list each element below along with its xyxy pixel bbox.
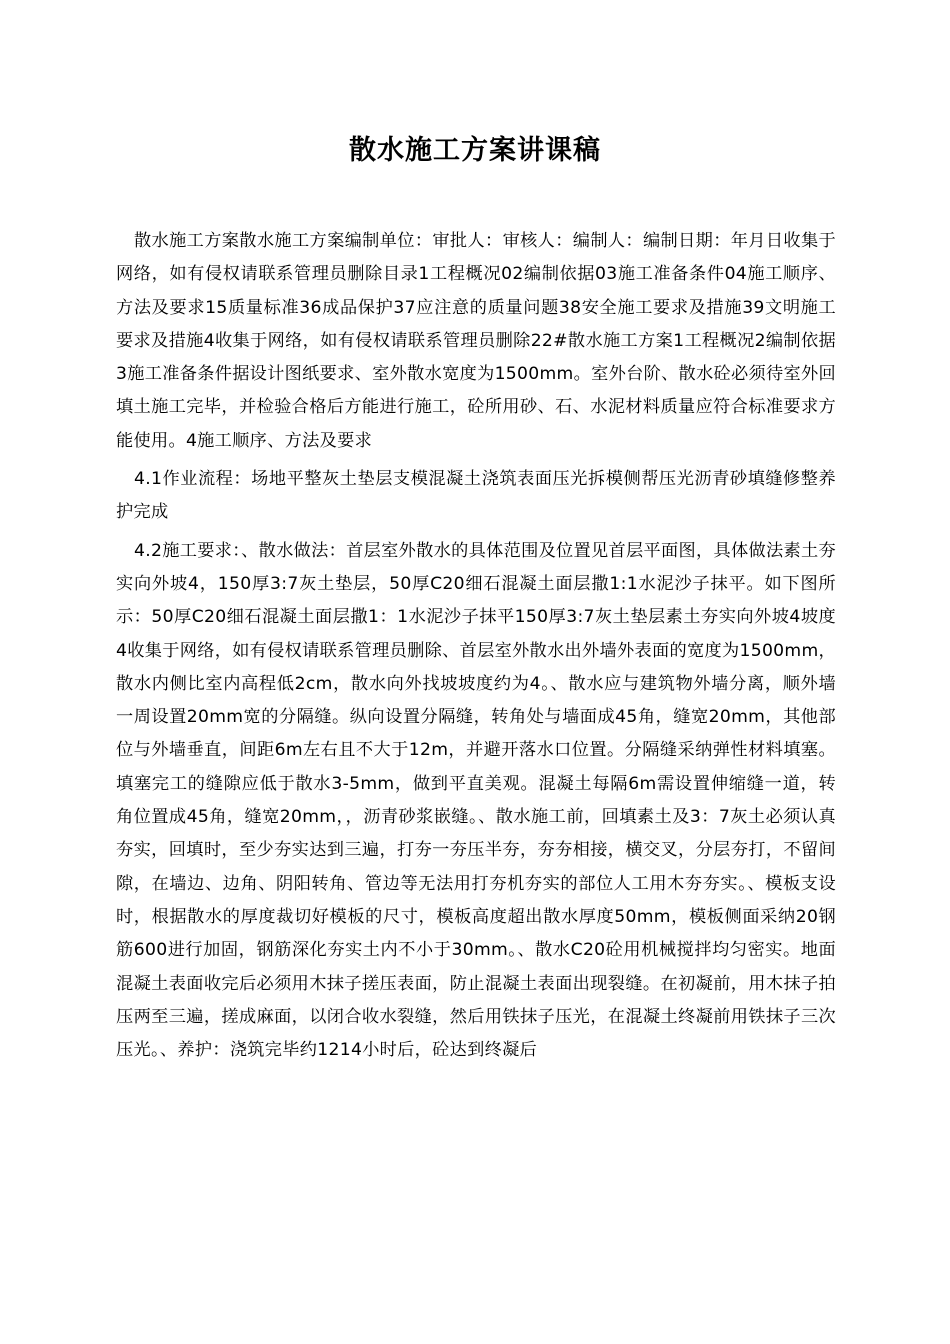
paragraph-requirements: 4.2施工要求：、散水做法：首层室外散水的具体范围及位置见首层平面图，具体做法素土夯实向外坡4，150厚3:7灰土垫层，50厚C20细石混凝土面层撒1:1水泥沙子抹平。如下图所示：50厚C20细石混凝土面层撒1：1水泥沙子抹平150厚3:7灰土垫层素土夯实向外坡4坡度4收集于网络，如有侵权请联系管理员删除、首层室外散水出外墙外表面的宽度为1500mm，散水内侧比室内高程低2cm，散水向外找坡坡度约为4。、散水应与建筑物外墙分离，顺外墙一周设置20mm宽的分隔缝。纵向设置分隔缝，转角处与墙面成45角，缝宽20mm，其他部位与外墙垂直，间距6m左右且不大于12m，并避开落水口位置。分隔缝采纳弹性材料填塞。填塞完工的缝隙应低于散水3-5mm，做到平直美观。混凝土每隔6m需设置伸缩缝一道，转角位置成45角，缝宽20mm，，沥青砂浆嵌缝。、散水施工前，回填素土及3：7灰土必须认真夯实，回填时，至少夯实达到三遍，打夯一夯压半夯，夯夯相接，横交叉，分层夯打，不留间隙，在墙边、边角、阴阳转角、管边等无法用打夯机夯实的部位人工用木夯夯实。、模板支设时，根据散水的厚度裁切好模板的尺寸，模板高度超出散水厚度50mm，模板侧面采纳20钢筋600进行加固，钢筋深化夯实土内不小于30mm。、散水C20砼用机械搅拌均匀密实。地面混凝土表面收完后必须用木抹子搓压表面，防止混凝土表面出现裂缝。在初凝前，用木抹子拍压两至三遍，搓成麻面，以闭合收水裂缝，然后用铁抹子压光，在混凝土终凝前用铁抹子三次压光。、养护：浇筑完毕约1214小时后，砼达到终凝后 xyxy=(116,540,836,1061)
document-body xyxy=(116,225,836,1072)
paragraph-intro: 散水施工方案散水施工方案编制单位：审批人：审核人：编制人：编制日期：年月日收集于网络，如有侵权请联系管理员删除目录1工程概况02编制依据03施工准备条件04施工顺序、方法及要求15质量标准36成品保护37应注意的质量问题38安全施工要求及措施39文明施工要求及措施4收集于网络，如有侵权请联系管理员删除22#散水施工方案1工程概况2编制依据3施工准备条件据设计图纸要求、室外散水宽度为1500mm。室外台阶、散水砼必须待室外回填土施工完毕，并检验合格后方能进行施工，砼所用砂、石、水泥材料质量应符合标准要求方能使用。4施工顺序、方法及要求 xyxy=(116,231,836,451)
paragraph-workflow: 4.1作业流程：场地平整灰土垫层支模混凝土浇筑表面压光拆模侧帮压光沥青砂填缝修整养护完成 xyxy=(116,469,836,523)
document-title: 散水施工方案讲课稿 xyxy=(349,135,601,166)
